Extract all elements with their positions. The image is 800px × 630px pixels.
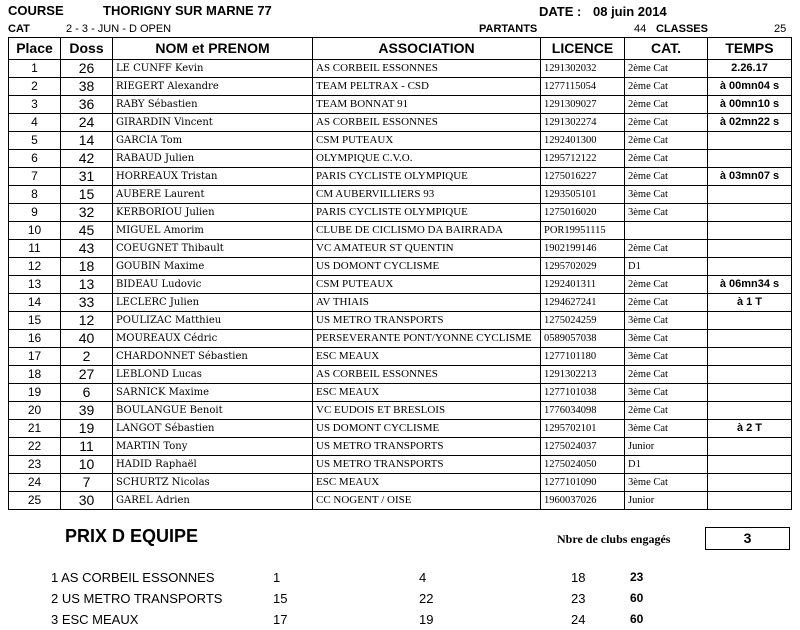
doss-cell: 33 [61,294,113,312]
rider-name-cell: MARTIN Tony [113,438,313,456]
table-row [9,492,792,510]
table-row [9,348,792,366]
classes-label: CLASSES [656,23,708,35]
time-cell [708,474,792,492]
category-cell: 2ème Cat [625,276,708,294]
place-cell: 2 [9,78,61,96]
time-cell: à 00mn10 s [708,96,792,114]
association-cell: US DOMONT CYCLISME [313,258,541,276]
time-cell [708,204,792,222]
category-cell: 2ème Cat [625,114,708,132]
team-place-c: 24 [571,612,586,627]
doss-cell: 45 [61,222,113,240]
place-cell: 5 [9,132,61,150]
place-cell: 15 [9,312,61,330]
licence-cell: 1295702101 [541,420,625,438]
classes-value: 25 [774,23,787,35]
place-cell: 11 [9,240,61,258]
category-cell: Junior [625,438,708,456]
table-row [9,294,792,312]
team-total: 60 [630,612,644,626]
licence-cell: 1275016227 [541,168,625,186]
col-name: NOM et PRENOM [113,38,313,60]
licence-cell: POR19951115 [541,222,625,240]
doss-cell: 40 [61,330,113,348]
team-place-b: 19 [419,612,434,627]
place-cell: 23 [9,456,61,474]
team-name: 1 AS CORBEIL ESSONNES [51,570,215,585]
time-cell [708,312,792,330]
table-row [9,402,792,420]
place-cell: 6 [9,150,61,168]
category-cell: 3ème Cat [625,384,708,402]
category-cell: 2ème Cat [625,60,708,78]
category-cell: 2ème Cat [625,150,708,168]
category-cell: 3ème Cat [625,348,708,366]
category-cell: 2ème Cat [625,294,708,312]
category-cell: 2ème Cat [625,96,708,114]
time-cell [708,402,792,420]
association-cell: ESC MEAUX [313,348,541,366]
licence-cell: 1275024037 [541,438,625,456]
place-cell: 12 [9,258,61,276]
doss-cell: 32 [61,204,113,222]
rider-name-cell: BOULANGUE Benoit [113,402,313,420]
time-cell [708,150,792,168]
association-cell: OLYMPIQUE C.V.O. [313,150,541,168]
licence-cell: 1295702029 [541,258,625,276]
place-cell: 25 [9,492,61,510]
doss-cell: 15 [61,186,113,204]
team-total: 23 [630,570,644,584]
time-cell [708,438,792,456]
association-cell: VC EUDOIS ET BRESLOIS [313,402,541,420]
association-cell: AS CORBEIL ESSONNES [313,114,541,132]
rider-name-cell: RABY Sébastien [113,96,313,114]
rider-name-cell: HADID Raphaël [113,456,313,474]
team-row [0,570,800,588]
doss-cell: 31 [61,168,113,186]
doss-cell: 36 [61,96,113,114]
association-cell: PARIS CYCLISTE OLYMPIQUE [313,204,541,222]
place-cell: 3 [9,96,61,114]
results-table [8,37,792,510]
association-cell: VC AMATEUR ST QUENTIN [313,240,541,258]
table-row [9,78,792,96]
time-cell: à 03mn07 s [708,168,792,186]
rider-name-cell: COEUGNET Thibault [113,240,313,258]
licence-cell: 1275016020 [541,204,625,222]
doss-cell: 38 [61,78,113,96]
rider-name-cell: LANGOT Sébastien [113,420,313,438]
doss-cell: 18 [61,258,113,276]
col-cat: CAT. [625,38,708,60]
category-cell: 3ème Cat [625,420,708,438]
association-cell: AS CORBEIL ESSONNES [313,366,541,384]
team-place-b: 22 [419,591,434,606]
category-cell: Junior [625,492,708,510]
place-cell: 9 [9,204,61,222]
category-cell: 2ème Cat [625,78,708,96]
partants-label: PARTANTS [479,23,538,35]
place-cell: 18 [9,366,61,384]
association-cell: CSM PUTEAUX [313,132,541,150]
time-cell [708,330,792,348]
clubs-engages-value: 3 [705,527,790,550]
doss-cell: 12 [61,312,113,330]
table-row [9,312,792,330]
rider-name-cell: MOUREAUX Cédric [113,330,313,348]
rider-name-cell: POULIZAC Matthieu [113,312,313,330]
association-cell: TEAM BONNAT 91 [313,96,541,114]
association-cell: ESC MEAUX [313,474,541,492]
time-cell [708,366,792,384]
team-place-c: 23 [571,591,586,606]
time-cell [708,258,792,276]
doss-cell: 43 [61,240,113,258]
col-temps: TEMPS [708,38,792,60]
association-cell: CM AUBERVILLIERS 93 [313,186,541,204]
team-row [0,612,800,630]
association-cell: CLUBE DE CICLISMO DA BAIRRADA [313,222,541,240]
place-cell: 1 [9,60,61,78]
table-row [9,420,792,438]
table-row [9,204,792,222]
category-cell: 2ème Cat [625,132,708,150]
course-name: THORIGNY SUR MARNE 77 [103,3,272,18]
licence-cell: 1277101038 [541,384,625,402]
licence-cell: 1291302274 [541,114,625,132]
time-cell [708,456,792,474]
time-cell [708,384,792,402]
time-cell: à 2 T [708,420,792,438]
table-row [9,132,792,150]
doss-cell: 10 [61,456,113,474]
doss-cell: 30 [61,492,113,510]
table-row [9,240,792,258]
table-row [9,96,792,114]
doss-cell: 42 [61,150,113,168]
place-cell: 7 [9,168,61,186]
doss-cell: 13 [61,276,113,294]
time-cell: à 1 T [708,294,792,312]
association-cell: US DOMONT CYCLISME [313,420,541,438]
licence-cell: 1292401311 [541,276,625,294]
table-row [9,456,792,474]
licence-cell: 1275024050 [541,456,625,474]
team-place-c: 18 [571,570,586,585]
table-row [9,474,792,492]
doss-cell: 11 [61,438,113,456]
team-row [0,591,800,609]
table-row [9,276,792,294]
col-place: Place [9,38,61,60]
cat-label: CAT [8,23,30,35]
rider-name-cell: RIEGERT Alexandre [113,78,313,96]
rider-name-cell: GAREL Adrien [113,492,313,510]
category-cell: 2ème Cat [625,402,708,420]
licence-cell: 1291309027 [541,96,625,114]
place-cell: 4 [9,114,61,132]
team-name: 2 US METRO TRANSPORTS [51,591,223,606]
team-place-a: 15 [273,591,288,606]
place-cell: 10 [9,222,61,240]
doss-cell: 39 [61,402,113,420]
place-cell: 8 [9,186,61,204]
licence-cell: 1277115054 [541,78,625,96]
table-row [9,384,792,402]
licence-cell: 1291302213 [541,366,625,384]
table-row [9,258,792,276]
doss-cell: 7 [61,474,113,492]
rider-name-cell: LECLERC Julien [113,294,313,312]
association-cell: US METRO TRANSPORTS [313,456,541,474]
table-row [9,330,792,348]
course-label: COURSE [8,3,64,18]
team-name: 3 ESC MEAUX [51,612,139,627]
col-licence: LICENCE [541,38,625,60]
time-cell: à 06mn34 s [708,276,792,294]
licence-cell: 1292401300 [541,132,625,150]
table-row [9,150,792,168]
col-doss: Doss [61,38,113,60]
category-cell: 2ème Cat [625,240,708,258]
rider-name-cell: AUBERE Laurent [113,186,313,204]
col-association: ASSOCIATION [313,38,541,60]
rider-name-cell: LE CUNFF Kevin [113,60,313,78]
rider-name-cell: MIGUEL Amorim [113,222,313,240]
association-cell: US METRO TRANSPORTS [313,438,541,456]
category-cell: 2ème Cat [625,168,708,186]
rider-name-cell: SARNICK Maxime [113,384,313,402]
time-cell: 2.26.17 [708,60,792,78]
team-total: 60 [630,591,644,605]
time-cell [708,348,792,366]
rider-name-cell: RABAUD Julien [113,150,313,168]
place-cell: 22 [9,438,61,456]
association-cell: CC NOGENT / OISE [313,492,541,510]
rider-name-cell: LEBLOND Lucas [113,366,313,384]
rider-name-cell: HORREAUX Tristan [113,168,313,186]
association-cell: CSM PUTEAUX [313,276,541,294]
licence-cell: 1291302032 [541,60,625,78]
place-cell: 13 [9,276,61,294]
team-place-b: 4 [419,570,427,585]
category-cell: 3ème Cat [625,312,708,330]
rider-name-cell: GOUBIN Maxime [113,258,313,276]
doss-cell: 19 [61,420,113,438]
table-row [9,168,792,186]
association-cell: PERSEVERANTE PONT/YONNE CYCLISME [313,330,541,348]
table-row [9,114,792,132]
category-cell: D1 [625,456,708,474]
table-row [9,438,792,456]
time-cell [708,132,792,150]
place-cell: 16 [9,330,61,348]
time-cell [708,186,792,204]
time-cell [708,492,792,510]
licence-cell: 1960037026 [541,492,625,510]
team-place-a: 1 [273,570,281,585]
date-label: DATE : [539,4,582,19]
table-row [9,186,792,204]
licence-cell: 0589057038 [541,330,625,348]
licence-cell: 1275024259 [541,312,625,330]
category-cell: 3ème Cat [625,186,708,204]
rider-name-cell: KERBORIOU Julien [113,204,313,222]
doss-cell: 24 [61,114,113,132]
rider-name-cell: SCHURTZ Nicolas [113,474,313,492]
time-cell: à 02mn22 s [708,114,792,132]
prix-equipe-title: PRIX D EQUIPE [65,526,199,546]
licence-cell: 1294627241 [541,294,625,312]
table-row [9,60,792,78]
clubs-engages-label: Nbre de clubs engagés [557,532,671,546]
category-cell [625,222,708,240]
team-place-a: 17 [273,612,288,627]
licence-cell: 1277101090 [541,474,625,492]
licence-cell: 1293505101 [541,186,625,204]
rider-name-cell: BIDEAU Ludovic [113,276,313,294]
place-cell: 24 [9,474,61,492]
place-cell: 21 [9,420,61,438]
doss-cell: 14 [61,132,113,150]
association-cell: ESC MEAUX [313,384,541,402]
place-cell: 20 [9,402,61,420]
association-cell: AV THIAIS [313,294,541,312]
association-cell: US METRO TRANSPORTS [313,312,541,330]
doss-cell: 2 [61,348,113,366]
association-cell: PARIS CYCLISTE OLYMPIQUE [313,168,541,186]
rider-name-cell: GARCIA Tom [113,132,313,150]
date-value: 08 juin 2014 [593,4,667,19]
place-cell: 19 [9,384,61,402]
licence-cell: 1277101180 [541,348,625,366]
licence-cell: 1902199146 [541,240,625,258]
licence-cell: 1776034098 [541,402,625,420]
category-cell: D1 [625,258,708,276]
category-cell: 3ème Cat [625,204,708,222]
time-cell [708,240,792,258]
doss-cell: 26 [61,60,113,78]
rider-name-cell: CHARDONNET Sébastien [113,348,313,366]
category-cell: 3ème Cat [625,474,708,492]
table-row [9,222,792,240]
cat-value: 2 - 3 - JUN - D OPEN [66,23,172,35]
time-cell [708,222,792,240]
doss-cell: 27 [61,366,113,384]
rider-name-cell: GIRARDIN Vincent [113,114,313,132]
association-cell: TEAM PELTRAX - CSD [313,78,541,96]
category-cell: 2ème Cat [625,366,708,384]
time-cell: à 00mn04 s [708,78,792,96]
place-cell: 17 [9,348,61,366]
licence-cell: 1295712122 [541,150,625,168]
partants-value: 44 [634,23,647,35]
table-row [9,366,792,384]
doss-cell: 6 [61,384,113,402]
association-cell: AS CORBEIL ESSONNES [313,60,541,78]
header-row [9,38,792,60]
place-cell: 14 [9,294,61,312]
category-cell: 3ème Cat [625,330,708,348]
